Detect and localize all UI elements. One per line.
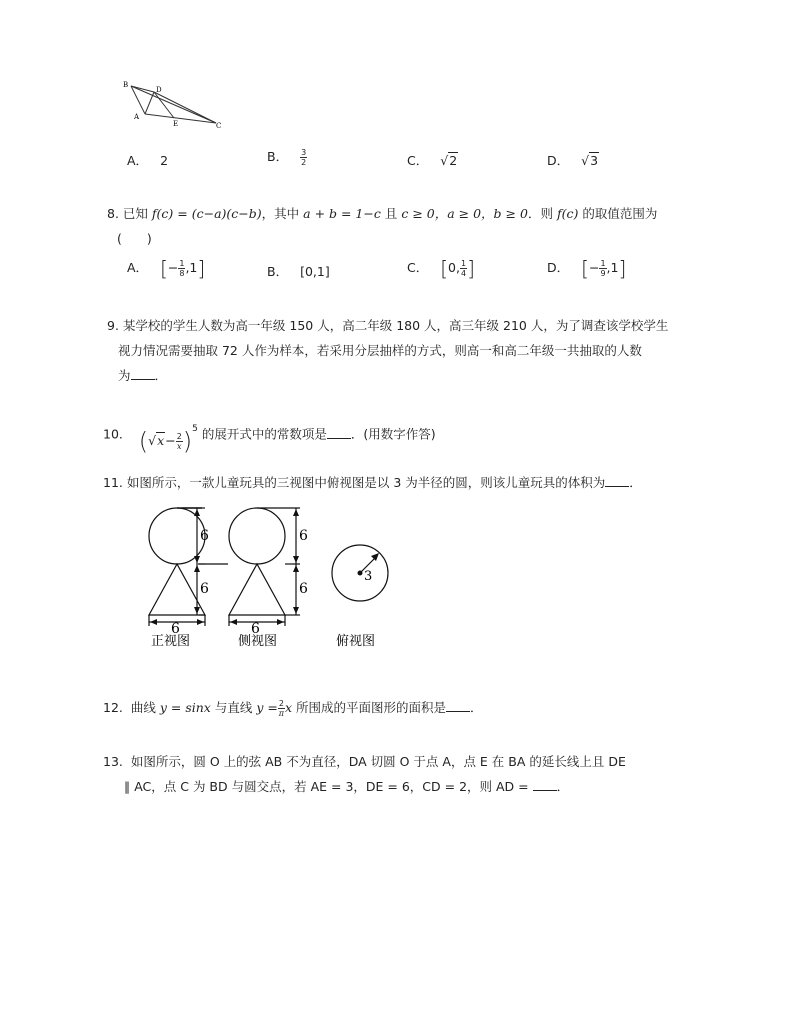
q11-three-view-figure (120, 502, 400, 652)
q11-caption-side: 侧视图 (238, 634, 278, 649)
q7-triangle-figure (120, 78, 230, 133)
q11-dim-side-h2: 6 (299, 581, 308, 597)
answer-blank[interactable] (446, 699, 470, 712)
q7-label-b: B (123, 81, 129, 89)
q8-option-d[interactable]: D． [− $\frac{1}{9}$ ,1] (547, 256, 627, 281)
q8-option-c[interactable]: C． [0, $\frac{1}{4}$ ] (407, 256, 475, 281)
answer-blank[interactable] (605, 474, 629, 487)
q11-caption-front: 正视图 (151, 634, 191, 649)
q11-dim-front-w: 6 (171, 621, 180, 637)
q11-caption-top: 俯视图 (336, 634, 376, 649)
q11-stem: 11. 如图所示，一款儿童玩具的三视图中俯视图是以 3 为半径的圆，则该儿童玩具的体积为 ． (103, 475, 642, 490)
q13-line-1: 13. 如图所示，圆 O 上的弦 AB 不为直径，DA 切圆 O 于点 A，点 E 在 BA 的延长线上且 DE (103, 754, 626, 769)
answer-blank[interactable] (533, 778, 557, 791)
q7-option-d[interactable]: D． √3 (547, 153, 599, 168)
q9-line-1: 9. 某学校的学生人数为高一年级 150 人，高二年级 180 人，高三年级 210 人，为了调查该学校学生 (107, 318, 669, 333)
q8-option-a[interactable]: A． [− $\frac{1}{8}$ ,1] (127, 256, 206, 281)
q7-option-c[interactable]: C． √2 (407, 153, 458, 168)
q13-line-2: ∥ AC，点 C 为 BD 与圆交点，若 AE = 3，DE = 6，CD = 2，则 AD = ． (124, 779, 570, 794)
q7-option-b[interactable]: B． $\frac{3}{2}$ (267, 148, 307, 167)
q7-option-a[interactable]: A． 2 (127, 153, 169, 168)
q12-stem: 12. 曲线 y = sinx 与直线 y = $\frac{2}{\pi}$ x 所围成的平面图形的面积是 ． (103, 699, 483, 718)
q8-paren: ( ) (117, 231, 152, 246)
q7-label-e: E (173, 120, 179, 128)
q7-option-b-fraction: $\frac{3}{2}$ (301, 148, 307, 167)
q9-line-3: 为 ． (118, 368, 168, 383)
q7-label-c: C (216, 122, 222, 130)
q9-line-2: 视力情况需要抽取 72 人作为样本，若采用分层抽样的方式，则高一和高二年级一共抽取的人数 (118, 343, 642, 358)
sqrt-symbol: √ (440, 153, 449, 168)
q8-option-b[interactable]: B． [0,1] (267, 264, 330, 279)
q11-dim-front-h2: 6 (200, 581, 209, 597)
q11-dim-front-h1: 6 (200, 528, 209, 544)
q10-expression: (√x− $\frac{2}{x}$ )$^5$ (138, 424, 198, 456)
q7-label-d: D (156, 86, 162, 94)
answer-blank[interactable] (327, 426, 351, 439)
q7-label-a: A (134, 113, 140, 121)
answer-blank[interactable] (131, 367, 155, 380)
q11-dim-radius: 3 (364, 569, 373, 584)
q11-dim-side-w: 6 (251, 621, 260, 637)
q8-stem: 8. 已知 f(c) = (c−a)(c−b)，其中 a + b = 1−c 且 c ≥ 0，a ≥ 0，b ≥ 0．则 f(c) 的取值范围为 (107, 206, 658, 221)
sqrt-symbol: √ (581, 153, 590, 168)
q11-dim-side-h1: 6 (299, 528, 308, 544)
q10-stem: 10. (√x− $\frac{2}{x}$ )$^5$ 的展开式中的常数项是 ．(用数字作答) (103, 418, 436, 452)
